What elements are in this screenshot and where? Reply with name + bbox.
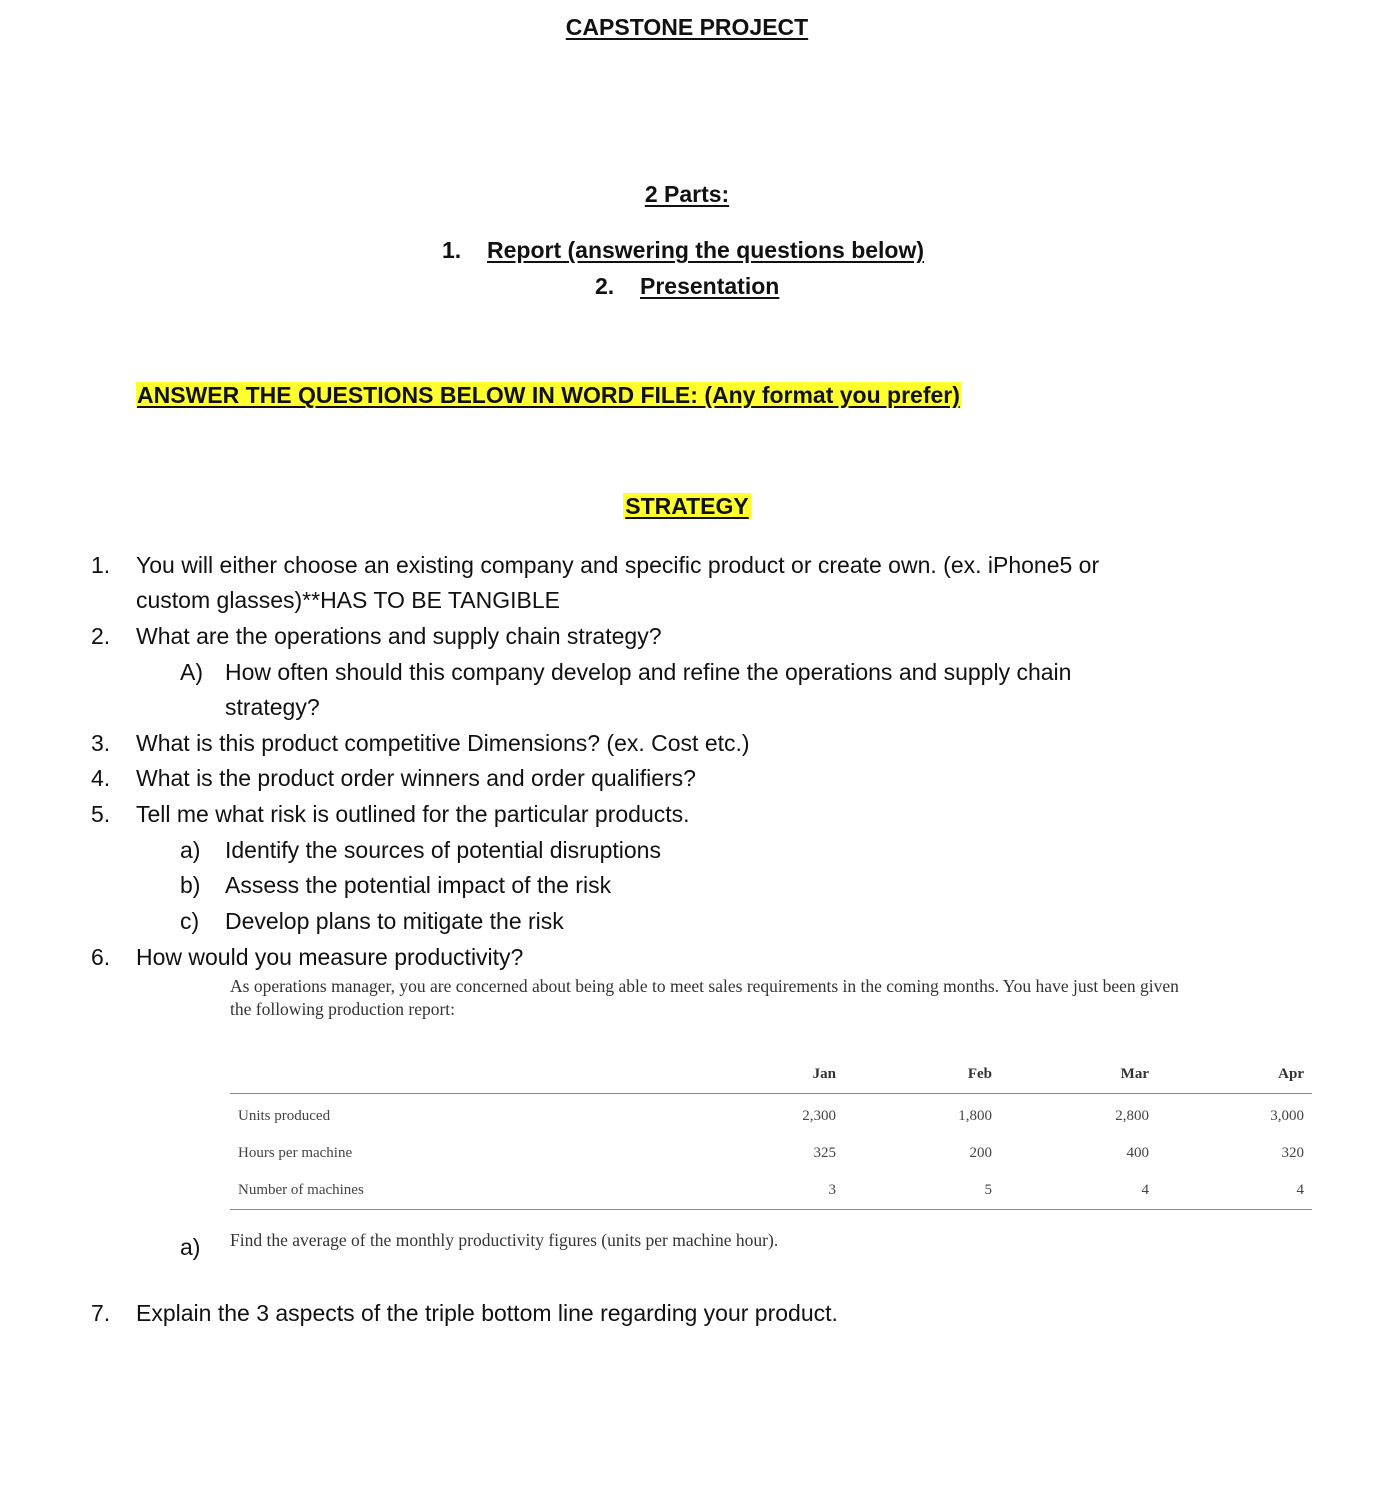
table-row [230, 1135, 1312, 1172]
table-row [230, 1172, 1312, 1210]
table-cell: 320 [1281, 1145, 1304, 1161]
table-cell: 2,300 [802, 1108, 836, 1124]
row-label: Hours per machine [238, 1145, 353, 1161]
column-header: Mar [1000, 1060, 1157, 1094]
question-5: Tell me what risk is outlined for the particular products. [136, 801, 690, 827]
table-cell: 3,000 [1270, 1108, 1304, 1124]
question-6: How would you measure productivity? [136, 944, 524, 970]
question-4: What is the product order winners and order qualifiers? [136, 765, 696, 791]
parts-heading: 2 Parts: [644, 181, 730, 207]
part-text: Report (answering the questions below) [487, 237, 925, 263]
question-2a-line-1: How often should this company develop and refine the operations and supply chain [225, 659, 1072, 685]
subquestion-label: b) [180, 872, 201, 898]
row-label: Units produced [238, 1108, 331, 1124]
subquestion-label: a) [180, 837, 201, 863]
table-header-row [230, 1060, 1312, 1094]
table-cell: 400 [1126, 1145, 1149, 1161]
table-cell: 325 [813, 1145, 836, 1161]
question-6a: Find the average of the monthly productivity figures (units per machine hour). [230, 1230, 779, 1250]
subquestion-label: c) [180, 908, 200, 934]
subquestion-label: a) [180, 1234, 201, 1260]
row-label: Number of machines [230, 1172, 630, 1210]
question-number: 1. [91, 552, 111, 578]
table-cell: 2,800 [1115, 1108, 1149, 1124]
instruction-highlight: ANSWER THE QUESTIONS BELOW IN WORD FILE: (Any format you prefer) [137, 382, 960, 408]
part-item-presentation [595, 273, 779, 300]
scenario-line-2: the following production report: [230, 999, 456, 1019]
column-header: Feb [844, 1060, 1000, 1094]
question-number: 5. [91, 801, 111, 827]
table-cell: 1,800 [958, 1108, 992, 1124]
section-heading-strategy: STRATEGY [625, 493, 749, 519]
subquestion-label: A) [180, 659, 203, 685]
question-2: What are the operations and supply chain strategy? [136, 623, 662, 649]
question-5c: Develop plans to mitigate the risk [225, 908, 564, 934]
question-number: 4. [91, 765, 111, 791]
table-cell: 5 [844, 1172, 1000, 1210]
part-text: Presentation [640, 273, 780, 299]
question-5b: Assess the potential impact of the risk [225, 872, 612, 898]
column-header: Jan [630, 1060, 844, 1094]
question-3: What is this product competitive Dimensions? (ex. Cost etc.) [136, 730, 750, 756]
question-number: 7. [91, 1300, 111, 1326]
table-cell: 4 [1157, 1172, 1312, 1210]
question-2a-line-2: strategy? [225, 694, 320, 720]
table-cell: 3 [630, 1172, 844, 1210]
production-report-table [230, 1060, 1312, 1210]
question-number: 2. [91, 623, 111, 649]
scenario-line-1: As operations manager, you are concerned about being able to meet sales requirements in the coming months. You have just been given [230, 976, 1179, 996]
table-cell: 4 [1000, 1172, 1157, 1210]
question-number: 3. [91, 730, 111, 756]
question-7: Explain the 3 aspects of the triple bottom line regarding your product. [136, 1300, 838, 1326]
question-1-line-2: custom glasses)**HAS TO BE TANGIBLE [136, 587, 560, 613]
column-header: Apr [1157, 1060, 1312, 1094]
table-row [230, 1094, 1312, 1136]
part-number: 2. [595, 273, 615, 299]
part-number: 1. [442, 237, 462, 263]
production-scenario-text [230, 975, 1310, 1021]
part-item-report [442, 237, 924, 264]
question-1-line-1: You will either choose an existing company and specific product or create own. (ex. iPhone5 or [136, 552, 1100, 578]
question-5a: Identify the sources of potential disruptions [225, 837, 661, 863]
document-title: CAPSTONE PROJECT [565, 14, 809, 40]
table-cell: 200 [969, 1145, 992, 1161]
question-number: 6. [91, 944, 111, 970]
